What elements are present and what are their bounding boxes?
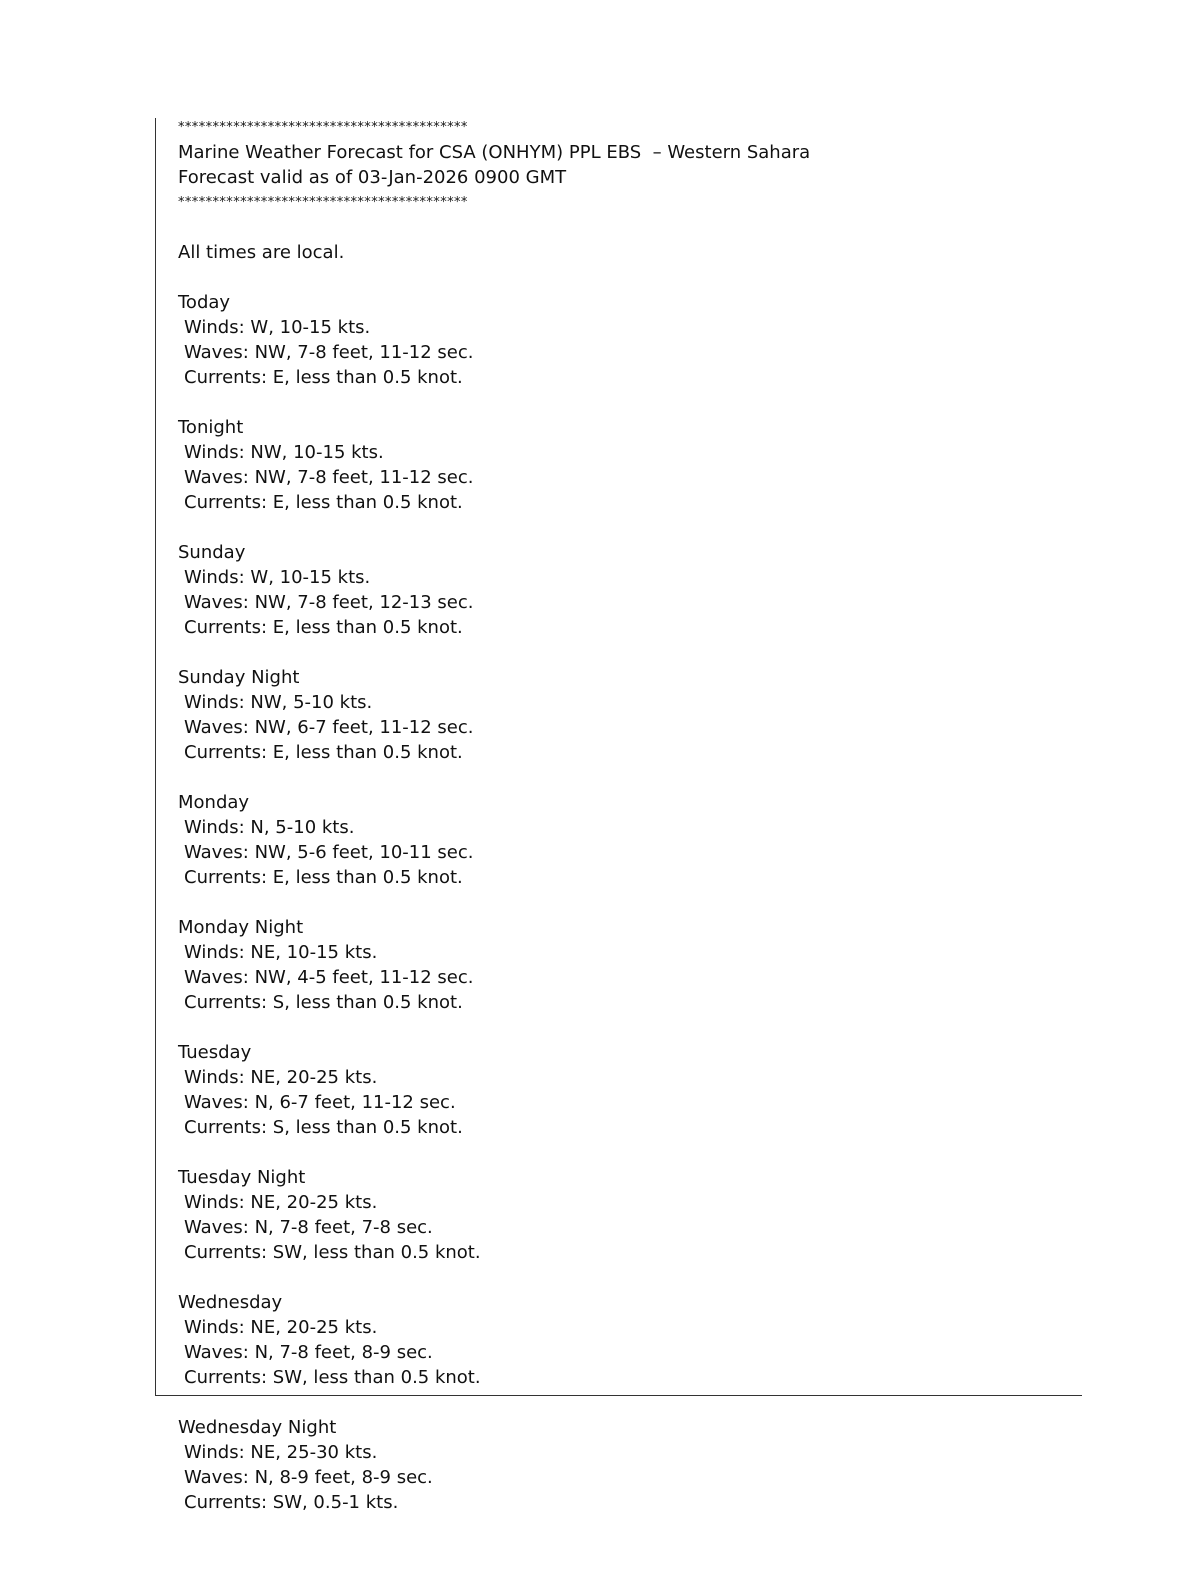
period-currents: Currents: E, less than 0.5 knot. xyxy=(184,617,463,638)
forecast-period xyxy=(178,415,1078,540)
period-winds: Winds: NW, 10-15 kts. xyxy=(184,442,384,463)
period-winds: Winds: N, 5-10 kts. xyxy=(184,817,355,838)
period-currents: Currents: S, less than 0.5 knot. xyxy=(184,1117,463,1138)
period-waves: Waves: NW, 7-8 feet, 12-13 sec. xyxy=(184,592,474,613)
period-name: Sunday xyxy=(178,542,246,563)
period-waves: Waves: NW, 5-6 feet, 10-11 sec. xyxy=(184,842,474,863)
forecast-period xyxy=(178,1040,1078,1165)
period-winds: Winds: NE, 10-15 kts. xyxy=(184,942,378,963)
header-stars-top: ****************************************** xyxy=(178,120,468,135)
forecast-period xyxy=(178,915,1078,1040)
frame-left-rule xyxy=(155,118,156,1395)
forecast-period xyxy=(178,540,1078,665)
forecast-period xyxy=(178,665,1078,790)
period-winds: Winds: NE, 20-25 kts. xyxy=(184,1192,378,1213)
forecast-title: Marine Weather Forecast for CSA (ONHYM) PPL EBS – Western Sahara xyxy=(178,142,811,163)
period-name: Wednesday Night xyxy=(178,1417,337,1438)
period-currents: Currents: E, less than 0.5 knot. xyxy=(184,492,463,513)
forecast-valid-time: Forecast valid as of 03-Jan-2026 0900 GMT xyxy=(178,167,567,188)
forecast-period xyxy=(178,790,1078,915)
period-name: Tuesday Night xyxy=(178,1167,306,1188)
spacer xyxy=(178,1015,1078,1040)
period-waves: Waves: NW, 4-5 feet, 11-12 sec. xyxy=(184,967,474,988)
forecast-period xyxy=(178,1165,1078,1290)
period-name: Monday Night xyxy=(178,917,304,938)
spacer xyxy=(178,215,1078,240)
period-winds: Winds: W, 10-15 kts. xyxy=(184,567,371,588)
spacer xyxy=(178,1390,1078,1415)
forecast-period xyxy=(178,1415,1078,1515)
spacer xyxy=(178,1265,1078,1290)
time-note: All times are local. xyxy=(178,242,345,263)
spacer xyxy=(178,265,1078,290)
forecast-period xyxy=(178,1290,1078,1415)
period-waves: Waves: N, 6-7 feet, 11-12 sec. xyxy=(184,1092,456,1113)
period-name: Today xyxy=(178,292,231,313)
spacer xyxy=(178,765,1078,790)
spacer xyxy=(178,1140,1078,1165)
period-waves: Waves: NW, 7-8 feet, 11-12 sec. xyxy=(184,467,474,488)
spacer xyxy=(178,640,1078,665)
spacer xyxy=(178,515,1078,540)
period-currents: Currents: S, less than 0.5 knot. xyxy=(184,992,463,1013)
spacer xyxy=(178,390,1078,415)
period-currents: Currents: E, less than 0.5 knot. xyxy=(184,867,463,888)
period-winds: Winds: NE, 25-30 kts. xyxy=(184,1442,378,1463)
forecast-period xyxy=(178,290,1078,415)
period-waves: Waves: N, 8-9 feet, 8-9 sec. xyxy=(184,1467,433,1488)
period-winds: Winds: NE, 20-25 kts. xyxy=(184,1067,378,1088)
period-name: Sunday Night xyxy=(178,667,300,688)
period-currents: Currents: SW, less than 0.5 knot. xyxy=(184,1367,481,1388)
period-waves: Waves: NW, 7-8 feet, 11-12 sec. xyxy=(184,342,474,363)
period-name: Monday xyxy=(178,792,250,813)
period-name: Wednesday xyxy=(178,1292,283,1313)
period-waves: Waves: N, 7-8 feet, 8-9 sec. xyxy=(184,1342,433,1363)
period-waves: Waves: NW, 6-7 feet, 11-12 sec. xyxy=(184,717,474,738)
period-currents: Currents: SW, 0.5-1 kts. xyxy=(184,1492,399,1513)
period-winds: Winds: NE, 20-25 kts. xyxy=(184,1317,378,1338)
forecast-periods xyxy=(178,290,1078,1515)
period-currents: Currents: SW, less than 0.5 knot. xyxy=(184,1242,481,1263)
period-name: Tonight xyxy=(178,417,244,438)
period-winds: Winds: W, 10-15 kts. xyxy=(184,317,371,338)
period-name: Tuesday xyxy=(178,1042,252,1063)
spacer xyxy=(178,890,1078,915)
period-currents: Currents: E, less than 0.5 knot. xyxy=(184,742,463,763)
period-waves: Waves: N, 7-8 feet, 7-8 sec. xyxy=(184,1217,433,1238)
period-winds: Winds: NW, 5-10 kts. xyxy=(184,692,373,713)
header-stars-bottom: ****************************************** xyxy=(178,195,468,210)
forecast-document xyxy=(178,115,1078,1515)
period-currents: Currents: E, less than 0.5 knot. xyxy=(184,367,463,388)
